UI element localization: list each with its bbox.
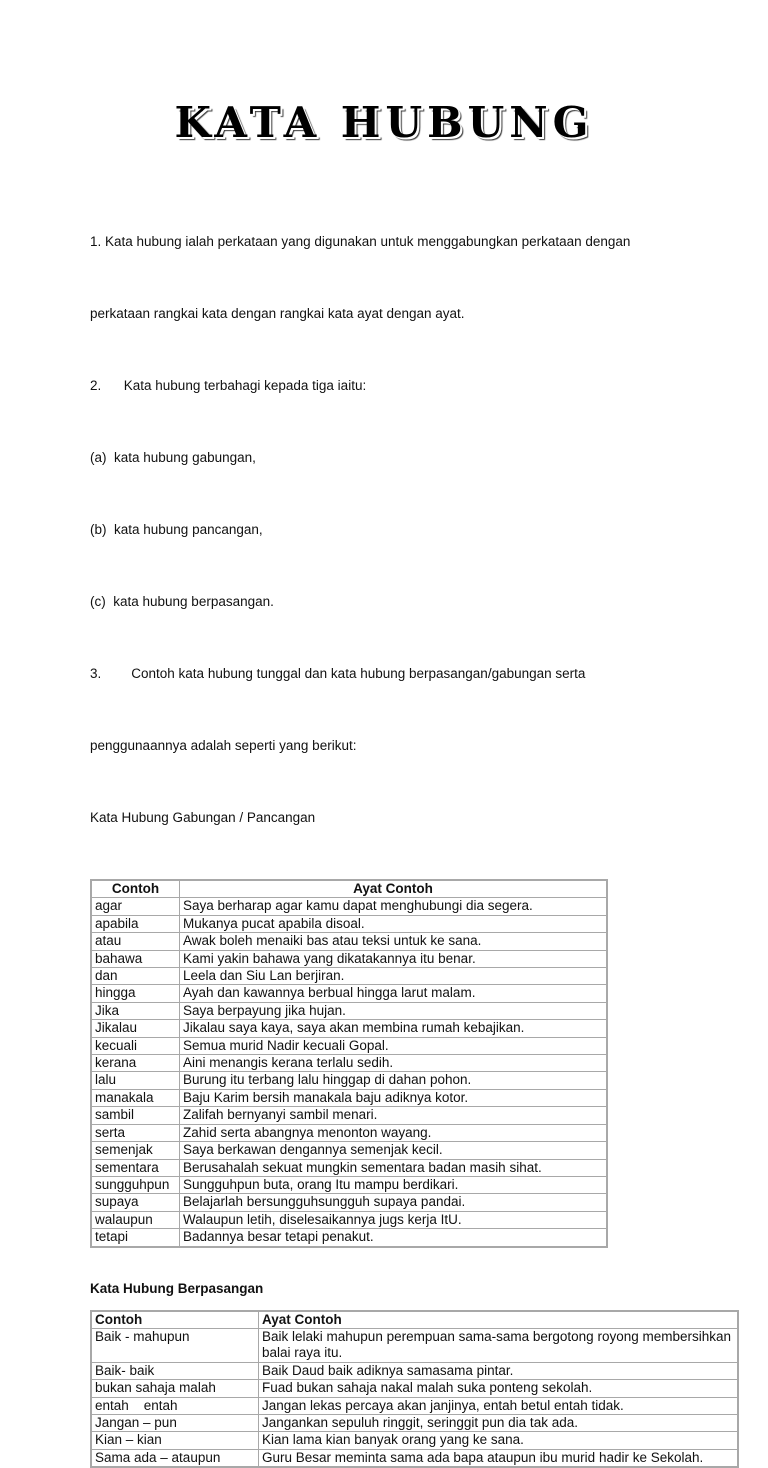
table-row (91, 1020, 607, 1037)
ayat-contoh-cell: Badannya besar tetapi penakut. (180, 1229, 608, 1247)
contoh-cell: sementara (91, 1159, 180, 1176)
ayat-contoh-cell: Kami yakin bahawa yang dikatakannya itu benar. (180, 950, 608, 967)
table-row (91, 1037, 607, 1054)
ayat-contoh-cell: Saya berharap agar kamu dapat menghubungi dia segera. (180, 898, 608, 915)
ayat-contoh-cell: Awak boleh menaiki bas atau teksi untuk ke sana. (180, 933, 608, 950)
intro-line: 2. Kata hubung terbahagi kepada tiga iaitu: (90, 378, 367, 393)
intro-line: 1. Kata hubung ialah perkataan yang digunakan untuk menggabungkan perkataan dengan (90, 234, 631, 249)
contoh-cell: semenjak (91, 1142, 180, 1159)
table-row (91, 1362, 738, 1379)
intro-paragraph (90, 161, 688, 863)
ayat-contoh-cell: Ayah dan kawannya berbual hingga larut malam. (180, 985, 608, 1002)
table-row (91, 1397, 738, 1414)
ayat-contoh-cell: Burung itu terbang lalu hinggap di dahan pohon. (180, 1072, 608, 1089)
berpasangan-section-heading: Kata Hubung Berpasangan (90, 1280, 264, 1296)
contoh-cell: dan (91, 968, 180, 985)
contoh-cell: supaya (91, 1194, 180, 1211)
table-row (91, 1380, 738, 1397)
table-row (91, 1055, 607, 1072)
contoh-cell: Jika (91, 1002, 180, 1019)
ayat-contoh-cell: Baik Daud baik adiknya samasama pintar. (259, 1362, 739, 1379)
ayat-contoh-cell: Zalifah bernyanyi sambil menari. (180, 1107, 608, 1124)
ayat-contoh-cell: Jikalau saya kaya, saya akan membina rumah kebajikan. (180, 1020, 608, 1037)
contoh-cell: kecuali (91, 1037, 180, 1054)
table-row (91, 1159, 607, 1176)
ayat-contoh-cell: Walaupun letih, diselesaikannya jugs kerja ItU. (180, 1211, 608, 1228)
table-body (91, 1328, 738, 1467)
table-row (91, 898, 607, 915)
intro-line: 3. Contoh kata hubung tunggal dan kata hubung berpasangan/gabungan serta (90, 666, 586, 681)
ayat-contoh-cell: Saya berkawan dengannya semenjak kecil. (180, 1142, 608, 1159)
ayat-contoh-cell: Leela dan Siu Lan berjiran. (180, 968, 608, 985)
table-header (91, 880, 607, 898)
table-row (91, 1194, 607, 1211)
table-row (91, 1211, 607, 1228)
intro-line: perkataan rangkai kata dengan rangkai kata ayat dengan ayat. (90, 306, 465, 321)
contoh-cell: Kian – kian (91, 1432, 259, 1449)
ayat-contoh-cell: Aini menangis kerana terlalu sedih. (180, 1055, 608, 1072)
contoh-cell: agar (91, 898, 180, 915)
column-header-contoh: Contoh (91, 880, 180, 898)
contoh-cell: bahawa (91, 950, 180, 967)
table-row (91, 1072, 607, 1089)
table-body (91, 898, 607, 1247)
ayat-contoh-cell: Guru Besar meminta sama ada bapa ataupun ibu murid hadir ke Sekolah. (259, 1449, 739, 1467)
table-row (91, 985, 607, 1002)
ayat-contoh-cell: Fuad bukan sahaja nakal malah suka ponteng sekolah. (259, 1380, 739, 1397)
contoh-cell: tetapi (91, 1229, 180, 1247)
contoh-cell: manakala (91, 1089, 180, 1106)
ayat-contoh-cell: Jangankan sepuluh ringgit, seringgit pun dia tak ada. (259, 1414, 739, 1431)
contoh-cell: Sama ada – ataupun (91, 1449, 259, 1467)
table-header-row (91, 880, 607, 898)
table-row (91, 1142, 607, 1159)
column-header-ayat-contoh: Ayat Contoh (259, 1311, 739, 1329)
berpasangan-table (90, 1310, 739, 1468)
ayat-contoh-cell: Kian lama kian banyak orang yang ke sana. (259, 1432, 739, 1449)
contoh-cell: Jangan – pun (91, 1414, 259, 1431)
document-title: KATA HUBUNG (174, 98, 594, 147)
ayat-contoh-cell: Semua murid Nadir kecuali Gopal. (180, 1037, 608, 1054)
ayat-contoh-cell: Saya berpayung jika hujan. (180, 1002, 608, 1019)
contoh-cell: Jikalau (91, 1020, 180, 1037)
contoh-cell: walaupun (91, 1211, 180, 1228)
table-row (91, 1124, 607, 1141)
intro-line: (c) kata hubung berpasangan. (90, 594, 274, 609)
table-row (91, 1089, 607, 1106)
table-row (91, 1229, 607, 1247)
ayat-contoh-cell: Baik lelaki mahupun perempuan sama-sama bergotong royong membersihkan balai raya itu. (259, 1328, 739, 1362)
table-row (91, 1107, 607, 1124)
table-row (91, 968, 607, 985)
table-header-row (91, 1311, 738, 1329)
ayat-contoh-cell: Belajarlah bersungguhsungguh supaya pandai. (180, 1194, 608, 1211)
ayat-contoh-cell: Jangan lekas percaya akan janjinya, entah betul entah tidak. (259, 1397, 739, 1414)
gabungan-pancangan-table (90, 879, 608, 1248)
contoh-cell: serta (91, 1124, 180, 1141)
contoh-cell: hingga (91, 985, 180, 1002)
contoh-cell: apabila (91, 915, 180, 932)
ayat-contoh-cell: Baju Karim bersih manakala baju adiknya kotor. (180, 1089, 608, 1106)
ayat-contoh-cell: Mukanya pucat apabila disoal. (180, 915, 608, 932)
ayat-contoh-cell: Sungguhpun buta, orang Itu mampu berdikari. (180, 1176, 608, 1193)
table-row (91, 950, 607, 967)
table-row (91, 1449, 738, 1467)
contoh-cell: sambil (91, 1107, 180, 1124)
ayat-contoh-cell: Zahid serta abangnya menonton wayang. (180, 1124, 608, 1141)
intro-line: Kata Hubung Gabungan / Pancangan (90, 810, 316, 825)
intro-line: (a) kata hubung gabungan, (90, 450, 256, 465)
contoh-cell: sungguhpun (91, 1176, 180, 1193)
ayat-contoh-cell: Berusahalah sekuat mungkin sementara badan masih sihat. (180, 1159, 608, 1176)
column-header-ayat-contoh: Ayat Contoh (180, 880, 608, 898)
contoh-cell: lalu (91, 1072, 180, 1089)
table-row (91, 1432, 738, 1449)
table-header (91, 1311, 738, 1329)
intro-line: penggunaannya adalah seperti yang berikut: (90, 738, 357, 753)
table-row (91, 915, 607, 932)
table-row (91, 933, 607, 950)
contoh-cell: atau (91, 933, 180, 950)
intro-line: (b) kata hubung pancangan, (90, 522, 263, 537)
table-row (91, 1002, 607, 1019)
contoh-cell: bukan sahaja malah (91, 1380, 259, 1397)
column-header-contoh: Contoh (91, 1311, 259, 1329)
contoh-cell: Baik- baik (91, 1362, 259, 1379)
table-row (91, 1328, 738, 1362)
contoh-cell: kerana (91, 1055, 180, 1072)
contoh-cell: entah entah (91, 1397, 259, 1414)
contoh-cell: Baik - mahupun (91, 1328, 259, 1362)
table-row (91, 1414, 738, 1431)
table-row (91, 1176, 607, 1193)
